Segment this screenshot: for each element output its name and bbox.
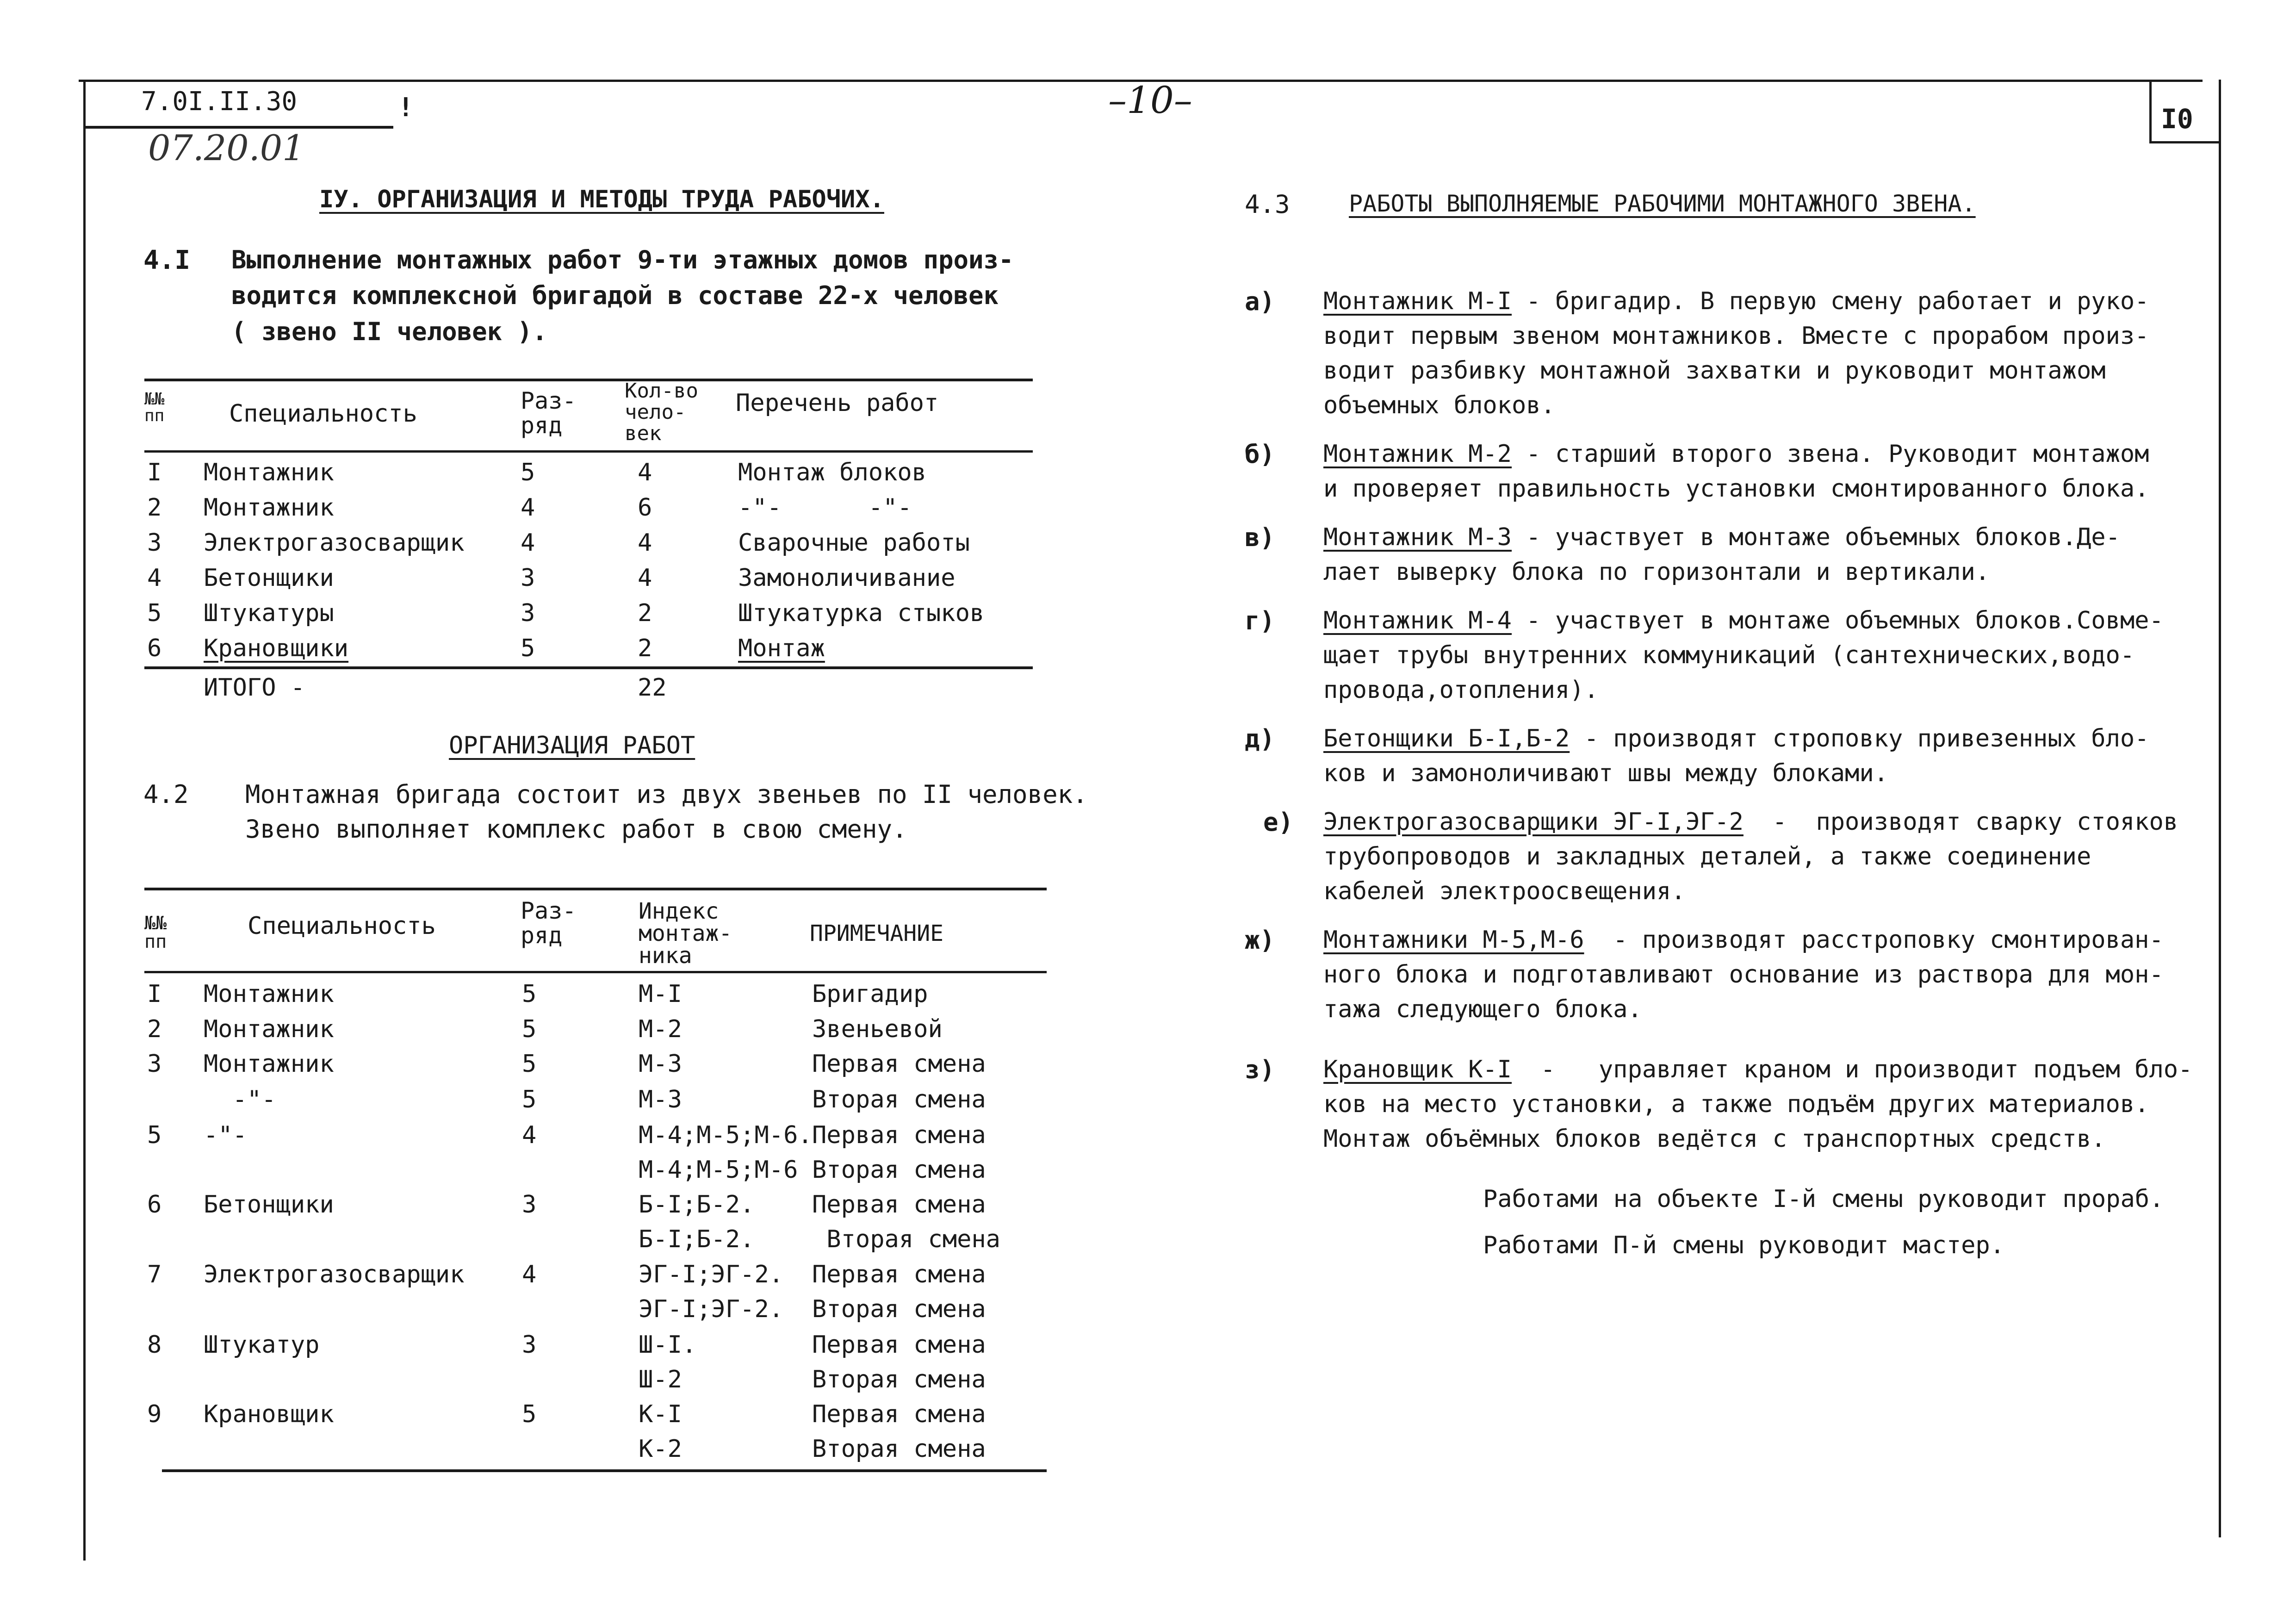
table2-cell-note: Первая смена — [812, 1050, 986, 1078]
work-item-letter: а) — [1245, 287, 1275, 316]
table2-cell-note: Вторая смена — [812, 1366, 986, 1393]
table1-cell-work: Штукатурка стыков — [738, 599, 985, 627]
table2-cell-note: Первая смена — [812, 1121, 986, 1149]
table2-cell-note: Вторая смена — [812, 1435, 986, 1463]
table2-cell-note: Первая смена — [812, 1400, 986, 1428]
table2-cell-index: М-3 — [639, 1086, 682, 1113]
table2-head-num: №№ пп — [144, 913, 167, 952]
table1-cell-num: 3 — [147, 529, 162, 557]
doc-code: 7.0I.II.30 — [141, 87, 298, 117]
work-item-line: тажа следующего блока. — [1323, 995, 1642, 1023]
table1-cell-work: -"- -"- — [738, 494, 912, 522]
table2-cell-note: Звеньевой — [812, 1015, 943, 1043]
table2-cell-spec: Монтажник — [204, 1015, 334, 1043]
sheet-box-bottom — [2149, 141, 2219, 143]
work-item-role: Монтажник М-I — [1323, 287, 1512, 315]
table2-cell-num: I — [147, 980, 162, 1008]
table1-cell-num: 4 — [147, 564, 162, 592]
table2-cell-note: Первая смена — [812, 1261, 986, 1288]
work-item-letter: з) — [1245, 1055, 1275, 1084]
p43-title: РАБОТЫ ВЫПОЛНЯЕМЫЕ РАБОЧИМИ МОНТАЖНОГО ЗВЕНА. — [1349, 190, 1976, 217]
table2-head-rule — [144, 971, 1047, 973]
table1-cell-rank: 3 — [521, 599, 535, 627]
table2-head-spec: Специальность — [248, 912, 436, 940]
work-item-line: объемных блоков. — [1323, 392, 1555, 419]
table1-head-spec: Специальность — [229, 400, 417, 428]
work-item-line: щает трубы внутренних коммуникаций (сантехнических,водо- — [1323, 641, 2135, 669]
work-item-line: кабелей электроосвещения. — [1323, 877, 1686, 905]
table2-cell-note: Первая смена — [812, 1331, 986, 1359]
table1-top-rule — [144, 379, 1033, 381]
table1-total-value: 22 — [638, 674, 667, 702]
table1-cell-num: 2 — [147, 494, 162, 522]
table1-cell-num: 5 — [147, 599, 162, 627]
table2-cell-index: Б-I;Б-2. — [639, 1225, 755, 1253]
table1-cell-num: 6 — [147, 634, 162, 662]
table1-bottom-rule — [144, 666, 1033, 669]
work-item-role: Монтажник М-4 — [1323, 607, 1512, 634]
table1-cell-work: Монтаж блоков — [738, 459, 926, 486]
table1-cell-work: Замоноличивание — [738, 564, 956, 592]
table1-cell-count: 4 — [638, 564, 652, 592]
work-item-first-text: - участвует в монтаже объемных блоков.Совме- — [1512, 607, 2164, 634]
work-item-first-line — [1323, 810, 2178, 834]
table2-cell-index: Б-I;Б-2. — [639, 1191, 755, 1219]
work-item-first-line — [1323, 1057, 2192, 1082]
sheet-number: I0 — [2161, 103, 2193, 135]
p43-number: 4.3 — [1245, 190, 1290, 219]
table1-total-label: ИТОГО - — [204, 674, 305, 702]
table2-head-note: ПРИМЕЧАНИЕ — [810, 920, 943, 946]
table2-cell-spec: -"- — [204, 1086, 276, 1113]
work-item-letter: ж) — [1245, 926, 1275, 955]
table2-top-rule — [144, 888, 1047, 890]
p41-line-2: водится комплексной бригадой в составе 22-х человек — [231, 281, 999, 310]
table2-cell-num: 3 — [147, 1050, 162, 1078]
table1-cell-rank: 5 — [521, 634, 535, 662]
work-item-letter: е) — [1263, 808, 1294, 837]
table2-bottom-rule — [162, 1469, 1047, 1472]
table2-cell-spec: Электрогазосварщик — [204, 1261, 465, 1288]
table2-cell-index: Ш-2 — [639, 1366, 682, 1393]
work-item-role: Крановщик К-I — [1323, 1056, 1512, 1083]
table2-cell-rank: 5 — [522, 1050, 537, 1078]
table2-cell-index: М-I — [639, 980, 682, 1008]
work-item-first-text: - старший второго звена. Руководит монтажом — [1512, 440, 2149, 468]
p42-line-1: Монтажная бригада состоит из двух звеньев по II человек. — [245, 780, 1088, 809]
table1-cell-count: 4 — [638, 529, 652, 557]
table1-cell-spec: Электрогазосварщик — [204, 529, 465, 557]
work-item-first-text: - производят строповку привезенных бло- — [1570, 725, 2149, 752]
work-item-role: Монтажник М-2 — [1323, 440, 1512, 468]
handwritten-code: 07.20.01 — [148, 127, 305, 168]
work-item-first-line — [1323, 289, 2149, 313]
table2-cell-rank: 3 — [522, 1191, 537, 1219]
table2-cell-index: М-2 — [639, 1015, 682, 1043]
table1-cell-rank: 4 — [521, 494, 535, 522]
right-frame-line — [2219, 80, 2221, 1537]
left-frame-line — [83, 80, 86, 1561]
p42-line-2: Звено выполняет комплекс работ в свою смену. — [245, 815, 907, 844]
section-title: IУ. ОРГАНИЗАЦИЯ И МЕТОДЫ ТРУДА РАБОЧИХ. — [319, 186, 884, 213]
table1-cell-rank: 4 — [521, 529, 535, 557]
table2-cell-rank: 3 — [522, 1331, 537, 1359]
table2-cell-spec: Бетонщики — [204, 1191, 334, 1219]
table1-cell-count: 4 — [638, 459, 652, 486]
table2-cell-rank: 5 — [522, 1400, 537, 1428]
table2-cell-num: 8 — [147, 1331, 162, 1359]
table1-cell-spec: Штукатуры — [204, 599, 334, 627]
work-item-role: Монтажники М-5,М-6 — [1323, 926, 1584, 954]
table2-cell-index: М-4;М-5;М-6. — [639, 1121, 813, 1149]
table2-cell-rank: 4 — [522, 1261, 537, 1288]
work-item-line: и проверяет правильность установки смонтированного блока. — [1323, 475, 2149, 503]
work-item-first-text: - производят расстроповку смонтирован- — [1584, 926, 2164, 954]
work-item-first-line — [1323, 442, 2149, 466]
table1-cell-num: I — [147, 459, 162, 486]
table1-head-rule — [144, 450, 1033, 453]
table1-cell-spec: Бетонщики — [204, 564, 334, 592]
table2-cell-note: Первая смена — [812, 1191, 986, 1219]
table2-cell-note: Вторая смена — [812, 1156, 986, 1184]
table1-head-rank: Раз- ряд — [521, 387, 577, 439]
table1-cell-spec: Монтажник — [204, 494, 334, 522]
work-item-first-text: - бригадир. В первую смену работает и руко- — [1512, 287, 2149, 315]
table2-head-index: Индекс монтаж- ника — [639, 898, 732, 969]
work-item-line: провода,отопления). — [1323, 676, 1599, 704]
table2-cell-num: 7 — [147, 1261, 162, 1288]
table2-cell-index: М-4;М-5;М-6 — [639, 1156, 798, 1184]
table2-cell-num: 6 — [147, 1191, 162, 1219]
work-item-line: ков на место установки, а также подъём других материалов. — [1323, 1090, 2149, 1118]
work-item-letter: г) — [1245, 606, 1275, 635]
work-item-first-line — [1323, 609, 2164, 633]
work-item-line: водит разбивку монтажной захватки и руководит монтажом — [1323, 357, 2106, 385]
table2-cell-spec: Крановщик — [204, 1400, 334, 1428]
p41-line-3: ( звено II человек ). — [231, 317, 547, 346]
table2-cell-num: 2 — [147, 1015, 162, 1043]
table1-head-num: №№ пп — [144, 390, 165, 425]
work-item-line: водит первым звеном монтажников. Вместе с прорабом произ- — [1323, 322, 2149, 350]
table2-cell-index: ЭГ-I;ЭГ-2. — [639, 1295, 784, 1323]
work-item-line: трубопроводов и закладных деталей, а также соединение — [1323, 843, 2091, 871]
table1-cell-count: 6 — [638, 494, 652, 522]
work-item-first-text: - производят сварку стояков — [1743, 808, 2178, 836]
work-item-role: Электрогазосварщики ЭГ-I,ЭГ-2 — [1323, 808, 1744, 836]
table2-cell-index: Ш-I. — [639, 1331, 697, 1359]
table1-cell-work: Монтаж — [738, 634, 825, 662]
table2-cell-rank: 5 — [522, 1015, 537, 1043]
closing-line-2: Работами П-й смены руководит мастер. — [1483, 1231, 2005, 1259]
sheet-box-left — [2149, 80, 2152, 142]
table1-cell-count: 2 — [638, 634, 652, 662]
table1-cell-rank: 3 — [521, 564, 535, 592]
header-mark: ! — [398, 93, 414, 123]
table2-cell-rank: 4 — [522, 1121, 537, 1149]
table1-cell-work: Сварочные работы — [738, 529, 970, 557]
table2-cell-num: 9 — [147, 1400, 162, 1428]
work-item-first-line — [1323, 525, 2120, 549]
table2-cell-note: Бригадир — [812, 980, 928, 1008]
table2-cell-note: Вторая смена — [812, 1225, 1000, 1253]
table2-cell-index: ЭГ-I;ЭГ-2. — [639, 1261, 784, 1288]
table2-cell-note: Вторая смена — [812, 1086, 986, 1113]
work-item-letter: в) — [1245, 523, 1275, 552]
work-item-letter: б) — [1245, 440, 1275, 469]
org-title: ОРГАНИЗАЦИЯ РАБОТ — [449, 732, 695, 759]
table2-cell-spec: -"- — [204, 1121, 247, 1149]
table2-cell-note: Вторая смена — [812, 1295, 986, 1323]
table2-cell-spec: Штукатур — [204, 1331, 320, 1359]
work-item-letter: д) — [1245, 724, 1275, 753]
work-item-role: Бетонщики Б-I,Б-2 — [1323, 725, 1570, 752]
page-marker: –10– — [1108, 79, 1192, 122]
work-item-line: ного блока и подготавливают основание из раствора для мон- — [1323, 961, 2164, 989]
work-item-line: лает выверку блока по горизонтали и вертикали. — [1323, 558, 1990, 586]
work-item-first-line — [1323, 727, 2149, 751]
p41-number: 4.I — [143, 245, 191, 275]
table2-cell-rank: 5 — [522, 1086, 537, 1113]
p41-line-1: Выполнение монтажных работ 9-ти этажных домов произ- — [231, 245, 1014, 274]
table2-cell-spec: Монтажник — [204, 1050, 334, 1078]
work-item-first-line — [1323, 928, 2164, 952]
table2-cell-index: М-3 — [639, 1050, 682, 1078]
table1-head-works: Перечень работ — [736, 389, 939, 417]
table2-cell-rank: 5 — [522, 980, 537, 1008]
table2-cell-index: К-I — [639, 1400, 682, 1428]
p42-number: 4.2 — [143, 780, 189, 809]
table1-head-count: Кол-во чело- век — [625, 379, 698, 446]
table2-cell-index: К-2 — [639, 1435, 682, 1463]
table1-cell-spec: Монтажник — [204, 459, 334, 486]
closing-line-1: Работами на объекте I-й смены руководит прораб. — [1483, 1185, 2164, 1213]
table2-cell-spec: Монтажник — [204, 980, 334, 1008]
work-item-first-text: - участвует в монтаже объемных блоков.Де- — [1512, 523, 2120, 551]
table1-cell-spec: Крановщики — [204, 634, 349, 662]
work-item-line: Монтаж объёмных блоков ведётся с транспортных средств. — [1323, 1125, 2106, 1153]
work-item-first-text: - управляет краном и производит подъем бло- — [1512, 1056, 2193, 1083]
table1-cell-count: 2 — [638, 599, 652, 627]
work-item-role: Монтажник М-3 — [1323, 523, 1512, 551]
table2-cell-num: 5 — [147, 1121, 162, 1149]
work-item-line: ков и замоноличивают швы между блоками. — [1323, 759, 1888, 787]
table2-head-rank: Раз- ряд — [521, 897, 577, 949]
table1-cell-rank: 5 — [521, 459, 535, 486]
